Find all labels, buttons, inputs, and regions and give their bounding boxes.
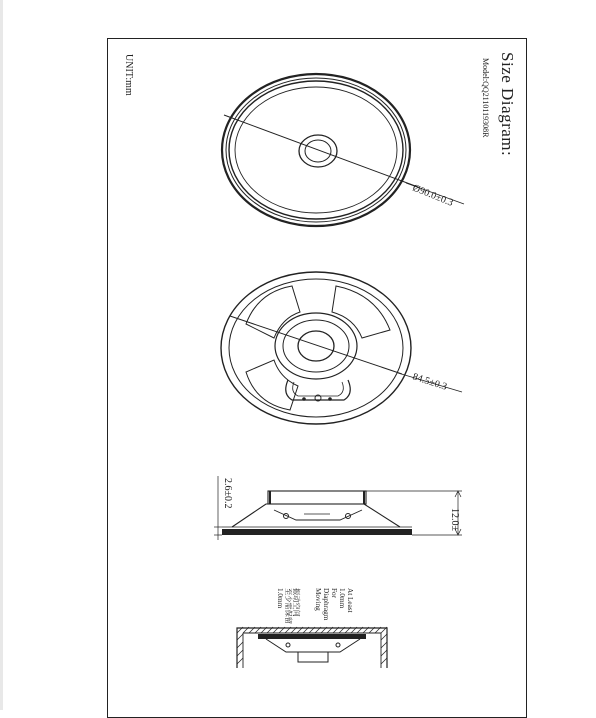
outer-diameter-label: Ø90.0±0.3 bbox=[410, 182, 455, 209]
frame-diameter-label: 84.5±0.3 bbox=[411, 371, 449, 393]
note-line: 振动空间 bbox=[292, 588, 300, 617]
side-dimension-label: 12.0± bbox=[449, 508, 460, 531]
side-view bbox=[214, 476, 462, 540]
note-line: Moving bbox=[314, 588, 322, 611]
front-view bbox=[222, 74, 464, 226]
note-line: Diaphragm bbox=[322, 588, 330, 621]
model-number: Model:QQ2110119308R bbox=[481, 58, 490, 138]
note-line: 至少需保留 bbox=[284, 588, 292, 624]
unit-label: UNIT:mm bbox=[123, 54, 134, 96]
note-line: For bbox=[330, 588, 338, 598]
note-line: 1.0mm bbox=[338, 588, 346, 609]
height-dimension-label: 2.6±0.2 bbox=[222, 478, 233, 509]
rear-view bbox=[221, 272, 462, 424]
note-line: 1.0mm bbox=[276, 588, 284, 609]
note-line: At Least bbox=[346, 588, 354, 613]
mounting-view bbox=[237, 627, 387, 668]
page-title: Size Diagram: bbox=[498, 52, 517, 157]
